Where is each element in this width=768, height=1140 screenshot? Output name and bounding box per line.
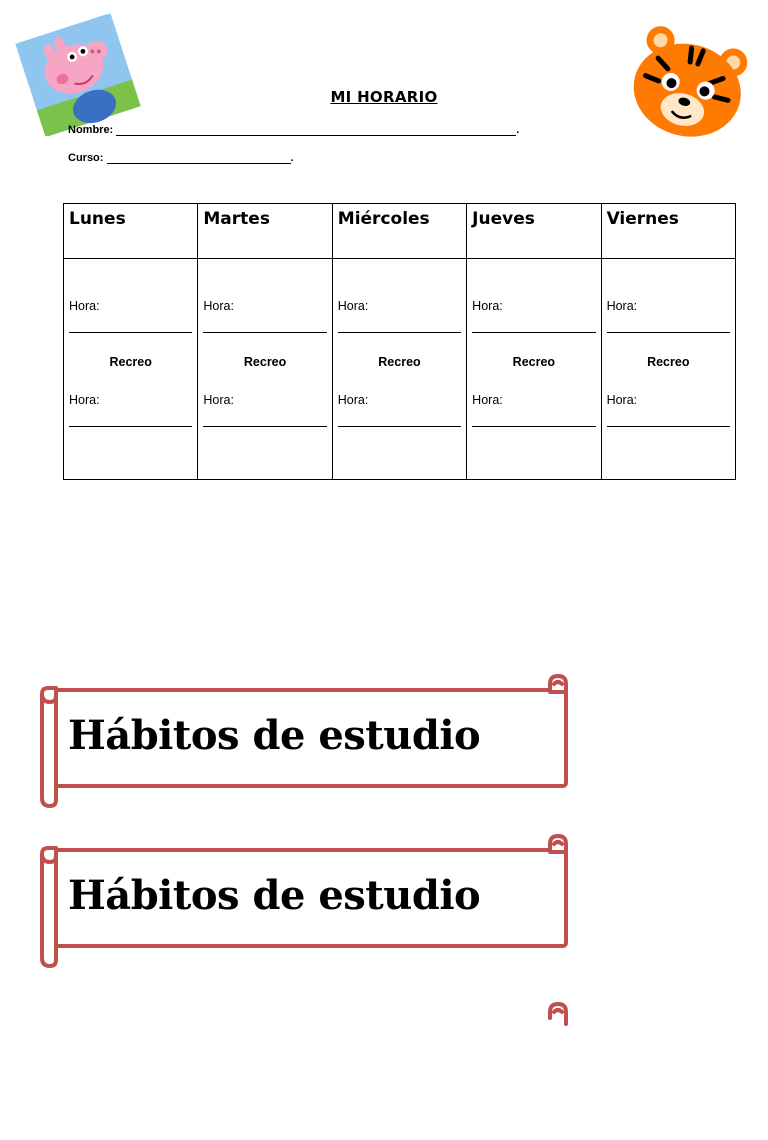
recreo-label: Recreo <box>378 355 421 369</box>
hora-blank-line[interactable] <box>203 332 326 333</box>
day-cell-martes <box>198 259 332 480</box>
nombre-label: Nombre: <box>68 124 114 136</box>
recreo-label: Recreo <box>243 355 287 369</box>
hora-label: Hora: <box>606 393 638 407</box>
day-header-lunes: Lunes <box>64 204 198 259</box>
hora-label: Hora: <box>69 299 100 313</box>
schedule-header-row <box>64 204 736 259</box>
day-cell-lunes <box>64 259 198 480</box>
page-title: MI HORARIO <box>330 88 438 106</box>
schedule-body-row <box>64 259 736 480</box>
day-cell-jueves <box>467 259 601 480</box>
curso-end-dot: . <box>290 152 294 164</box>
nombre-end-dot: . <box>516 124 520 136</box>
day-cell-viernes <box>601 259 735 480</box>
day-cell-miercoles <box>332 259 466 480</box>
hora-label: Hora: <box>606 299 638 313</box>
hora-blank-line[interactable] <box>69 332 192 333</box>
scroll-banner-frame-partial <box>32 1000 572 1140</box>
hora-blank-line[interactable] <box>607 332 730 333</box>
day-header-viernes: Viernes <box>601 204 735 259</box>
hora-label: Hora: <box>203 299 234 313</box>
hora-label: Hora: <box>337 393 369 407</box>
tiger-picture <box>622 26 752 148</box>
hora-blank-line[interactable] <box>472 426 595 427</box>
hora-label: Hora: <box>472 393 503 407</box>
hora-blank-line[interactable] <box>203 426 326 427</box>
recreo-label: Recreo <box>647 355 690 369</box>
hora-blank-line[interactable] <box>472 332 595 333</box>
nombre-field <box>68 124 519 136</box>
hora-label: Hora: <box>472 299 503 313</box>
hora-label: Hora: <box>337 299 369 313</box>
pig-picture <box>14 14 142 136</box>
hora-blank-line[interactable] <box>607 426 730 427</box>
day-header-miercoles: Miércoles <box>332 204 466 259</box>
nombre-blank-line[interactable] <box>116 125 516 136</box>
recreo-label: Recreo <box>109 355 152 369</box>
curso-blank-line[interactable] <box>107 153 291 164</box>
hora-blank-line[interactable] <box>69 426 192 427</box>
hora-blank-line[interactable] <box>338 426 461 427</box>
hora-label: Hora: <box>69 393 100 407</box>
curso-field <box>68 152 294 164</box>
hora-label: Hora: <box>203 393 234 407</box>
day-header-jueves: Jueves <box>467 204 601 259</box>
banner-title: Hábitos de estudio <box>68 712 481 759</box>
banner-title: Hábitos de estudio <box>68 872 481 919</box>
day-header-martes: Martes <box>198 204 332 259</box>
hora-blank-line[interactable] <box>338 332 461 333</box>
recreo-label: Recreo <box>512 355 556 369</box>
curso-label: Curso: <box>68 152 104 164</box>
schedule-table <box>63 203 736 480</box>
